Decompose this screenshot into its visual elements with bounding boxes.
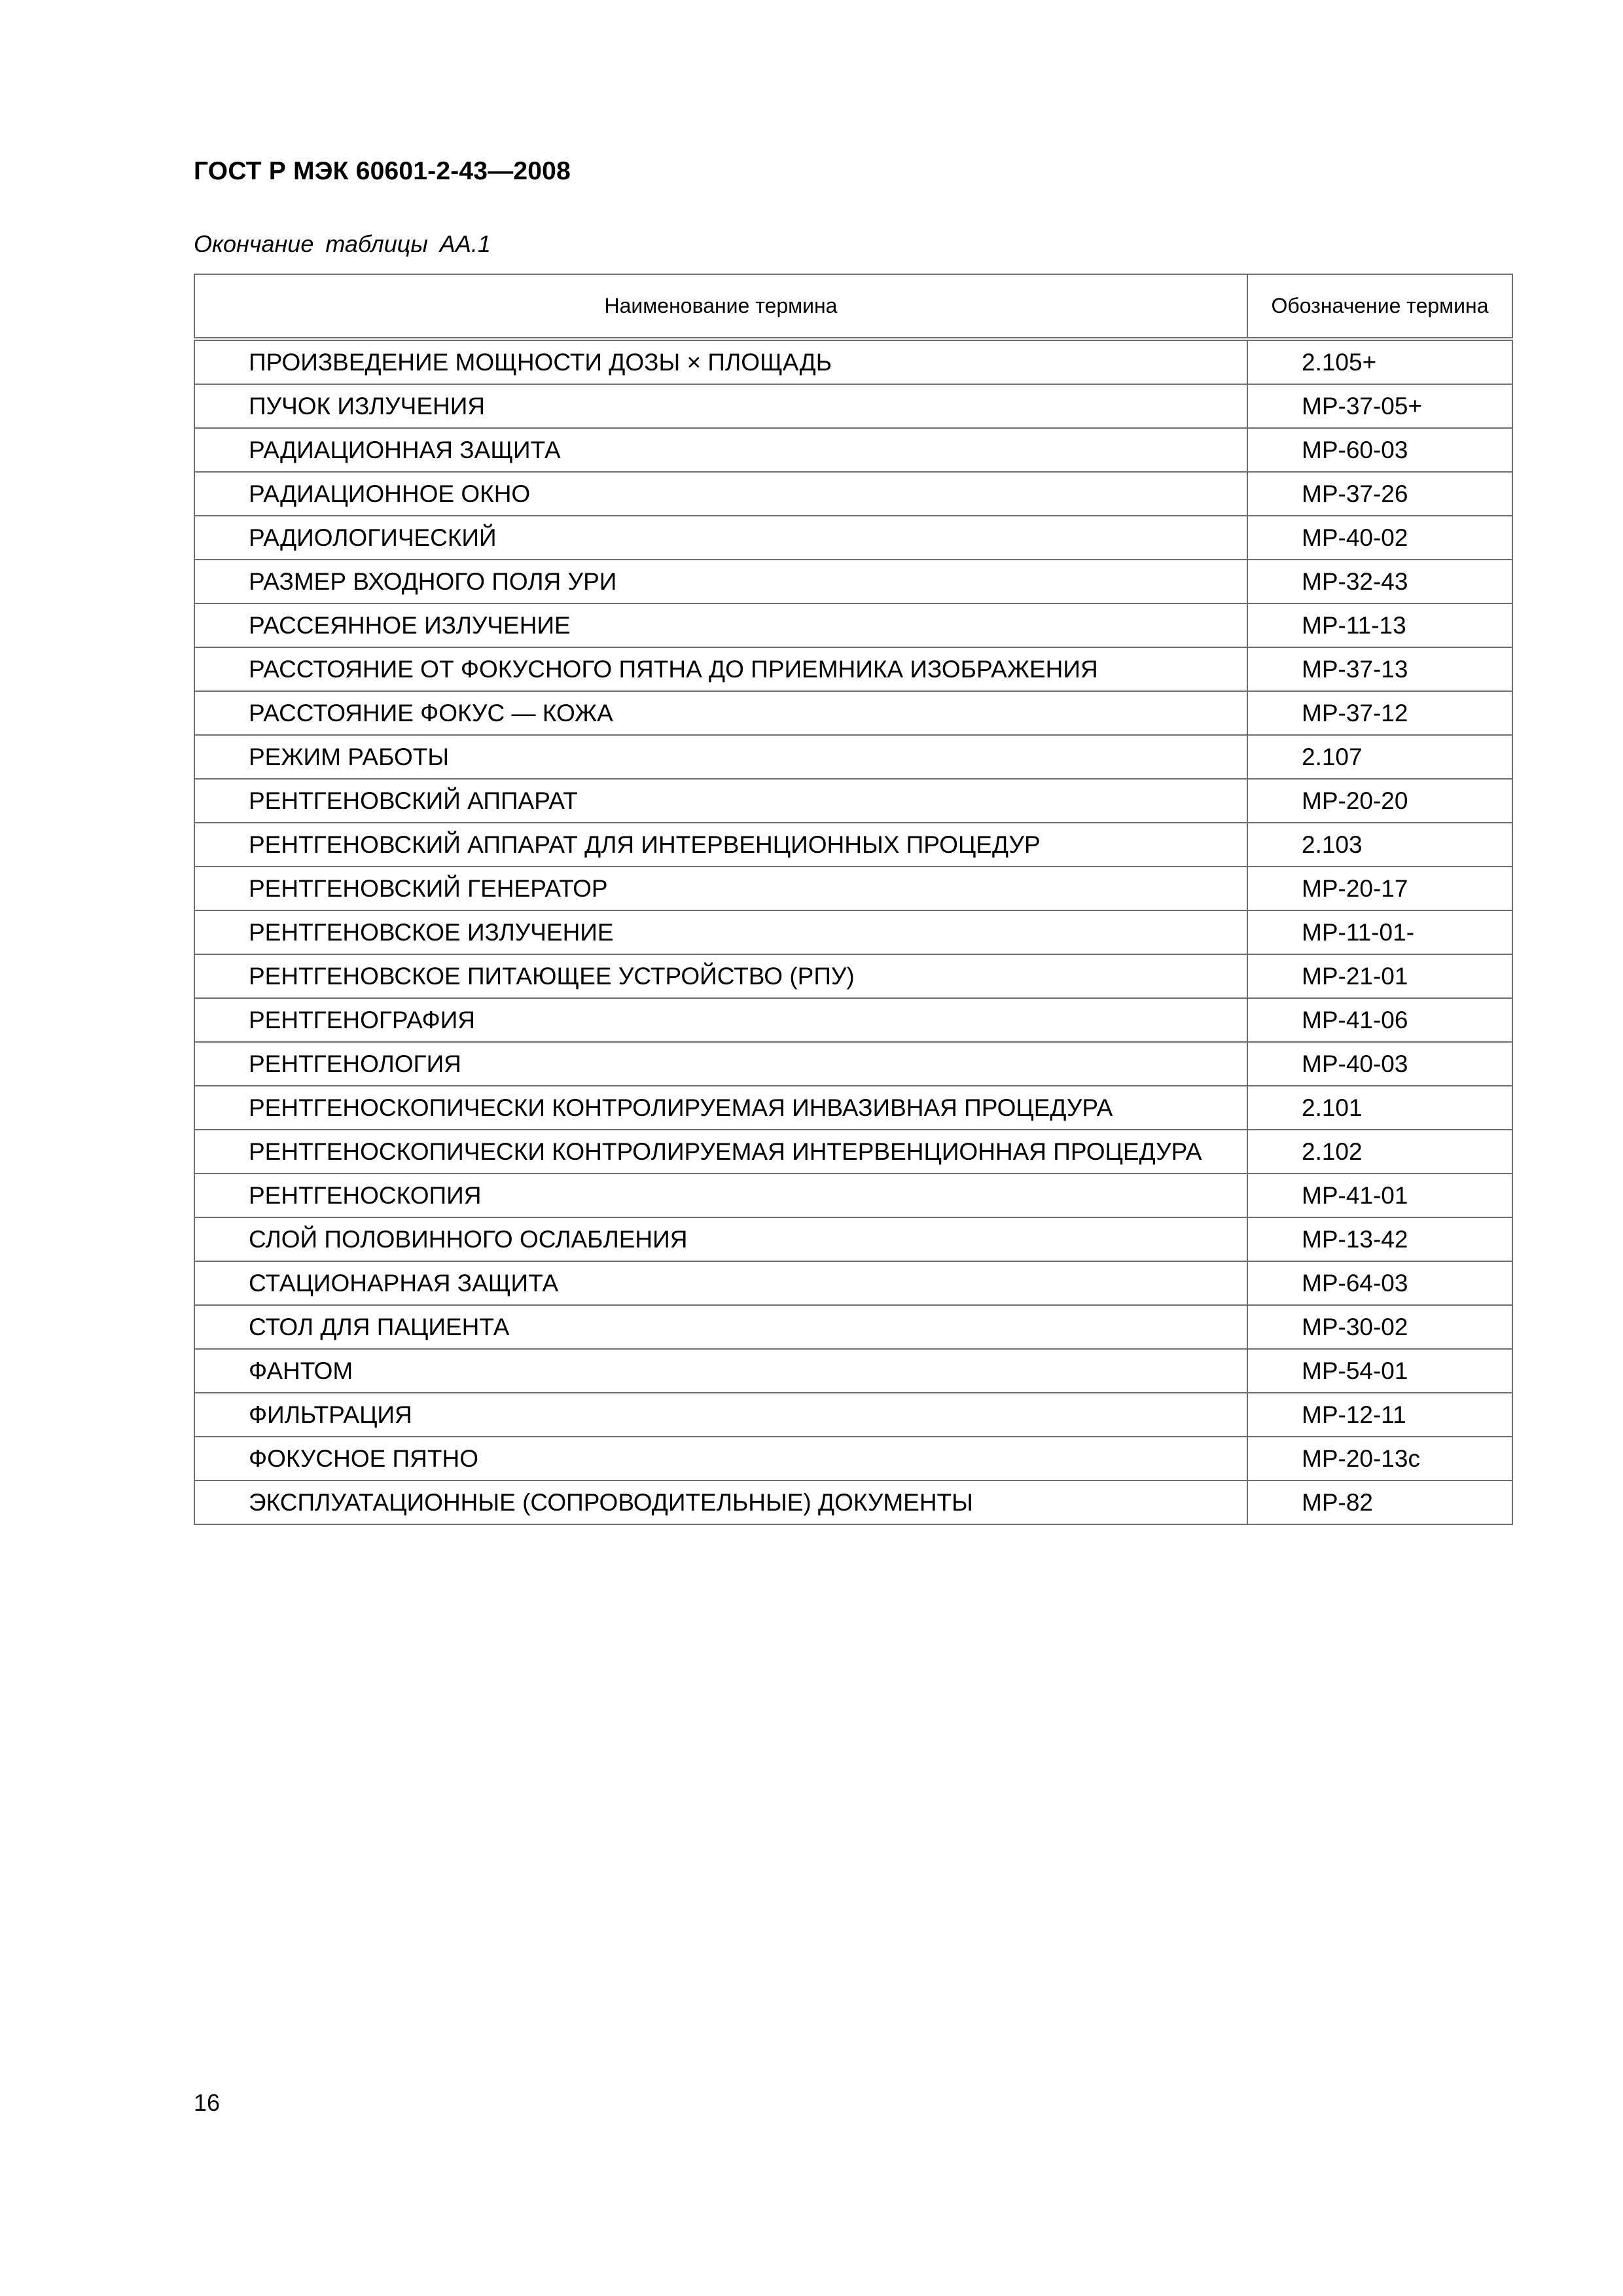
- table-row: [194, 1305, 1512, 1349]
- table-row: [194, 1217, 1512, 1261]
- term-name-cell: ЭКСПЛУАТАЦИОННЫЕ (СОПРОВОДИТЕЛЬНЫЕ) ДОКУМЕНТЫ: [194, 1480, 1247, 1524]
- term-code-cell: МР-60-03: [1247, 428, 1512, 472]
- table-row: [194, 823, 1512, 867]
- term-code-cell: 2.107: [1247, 735, 1512, 779]
- term-code-cell: МР-11-13: [1247, 603, 1512, 647]
- document-standard-id: ГОСТ Р МЭК 60601-2-43—2008: [194, 157, 571, 185]
- table-row: [194, 1130, 1512, 1174]
- table-row: [194, 428, 1512, 472]
- term-name-cell: ФАНТОМ: [194, 1349, 1247, 1393]
- page-number: 16: [194, 2089, 221, 2116]
- table-row: [194, 339, 1512, 384]
- term-code-cell: 2.102: [1247, 1130, 1512, 1174]
- term-code-cell: МР-82: [1247, 1480, 1512, 1524]
- term-name-cell: РАССЕЯННОЕ ИЗЛУЧЕНИЕ: [194, 603, 1247, 647]
- table-row: [194, 1393, 1512, 1437]
- term-name-cell: ФОКУСНОЕ ПЯТНО: [194, 1437, 1247, 1480]
- term-name-cell: РЕНТГЕНОВСКОЕ ПИТАЮЩЕЕ УСТРОЙСТВО (РПУ): [194, 954, 1247, 998]
- table-row: [194, 779, 1512, 823]
- terms-table-body: [194, 339, 1512, 1524]
- table-row: [194, 867, 1512, 910]
- term-code-cell: МР-40-03: [1247, 1042, 1512, 1086]
- table-row: [194, 1174, 1512, 1217]
- term-name-cell: РЕНТГЕНОВСКИЙ ГЕНЕРАТОР: [194, 867, 1247, 910]
- term-code-cell: МР-37-13: [1247, 647, 1512, 691]
- term-name-cell: РАССТОЯНИЕ ФОКУС — КОЖА: [194, 691, 1247, 735]
- term-name-cell: РАДИАЦИОННАЯ ЗАЩИТА: [194, 428, 1247, 472]
- term-name-cell: РЕНТГЕНОСКОПИЧЕСКИ КОНТРОЛИРУЕМАЯ ИНВАЗИВНАЯ ПРОЦЕДУРА: [194, 1086, 1247, 1130]
- table-header-row: [194, 274, 1512, 339]
- table-row: [194, 1480, 1512, 1524]
- term-name-cell: ФИЛЬТРАЦИЯ: [194, 1393, 1247, 1437]
- term-code-cell: 2.105+: [1247, 339, 1512, 384]
- terms-table: [194, 274, 1513, 1525]
- term-name-cell: РЕНТГЕНОВСКОЕ ИЗЛУЧЕНИЕ: [194, 910, 1247, 954]
- term-code-cell: МР-20-13с: [1247, 1437, 1512, 1480]
- table-row: [194, 560, 1512, 603]
- term-name-cell: РЕЖИМ РАБОТЫ: [194, 735, 1247, 779]
- term-name-cell: РЕНТГЕНОСКОПИЧЕСКИ КОНТРОЛИРУЕМАЯ ИНТЕРВЕНЦИОННАЯ ПРОЦЕДУРА: [194, 1130, 1247, 1174]
- term-code-cell: 2.101: [1247, 1086, 1512, 1130]
- table-row: [194, 472, 1512, 516]
- term-code-cell: МР-12-11: [1247, 1393, 1512, 1437]
- term-code-cell: МР-37-05+: [1247, 384, 1512, 428]
- term-code-cell: МР-21-01: [1247, 954, 1512, 998]
- term-code-cell: МР-37-26: [1247, 472, 1512, 516]
- term-name-cell: РЕНТГЕНОВСКИЙ АППАРАТ: [194, 779, 1247, 823]
- column-header-term-code: Обозначение термина: [1247, 274, 1512, 339]
- term-code-cell: МР-13-42: [1247, 1217, 1512, 1261]
- term-name-cell: РЕНТГЕНОСКОПИЯ: [194, 1174, 1247, 1217]
- table-row: [194, 516, 1512, 560]
- term-code-cell: МР-20-17: [1247, 867, 1512, 910]
- term-code-cell: 2.103: [1247, 823, 1512, 867]
- term-name-cell: РАЗМЕР ВХОДНОГО ПОЛЯ УРИ: [194, 560, 1247, 603]
- term-code-cell: МР-37-12: [1247, 691, 1512, 735]
- term-code-cell: МР-32-43: [1247, 560, 1512, 603]
- term-name-cell: РАДИОЛОГИЧЕСКИЙ: [194, 516, 1247, 560]
- term-name-cell: СЛОЙ ПОЛОВИННОГО ОСЛАБЛЕНИЯ: [194, 1217, 1247, 1261]
- term-name-cell: РАССТОЯНИЕ ОТ ФОКУСНОГО ПЯТНА ДО ПРИЕМНИКА ИЗОБРАЖЕНИЯ: [194, 647, 1247, 691]
- term-name-cell: ПУЧОК ИЗЛУЧЕНИЯ: [194, 384, 1247, 428]
- term-code-cell: МР-20-20: [1247, 779, 1512, 823]
- term-name-cell: СТАЦИОНАРНАЯ ЗАЩИТА: [194, 1261, 1247, 1305]
- term-name-cell: РЕНТГЕНОВСКИЙ АППАРАТ ДЛЯ ИНТЕРВЕНЦИОННЫХ ПРОЦЕДУР: [194, 823, 1247, 867]
- term-code-cell: МР-41-06: [1247, 998, 1512, 1042]
- column-header-term-name: Наименование термина: [194, 274, 1247, 339]
- term-code-cell: МР-54-01: [1247, 1349, 1512, 1393]
- table-row: [194, 691, 1512, 735]
- term-name-cell: СТОЛ ДЛЯ ПАЦИЕНТА: [194, 1305, 1247, 1349]
- table-caption: Окончание таблицы АА.1: [194, 230, 491, 257]
- term-code-cell: МР-11-01-: [1247, 910, 1512, 954]
- table-row: [194, 735, 1512, 779]
- table-row: [194, 998, 1512, 1042]
- table-row: [194, 910, 1512, 954]
- term-name-cell: ПРОИЗВЕДЕНИЕ МОЩНОСТИ ДОЗЫ × ПЛОЩАДЬ: [194, 339, 1247, 384]
- term-code-cell: МР-40-02: [1247, 516, 1512, 560]
- term-code-cell: МР-64-03: [1247, 1261, 1512, 1305]
- table-row: [194, 1261, 1512, 1305]
- term-code-cell: МР-30-02: [1247, 1305, 1512, 1349]
- table-row: [194, 1086, 1512, 1130]
- table-row: [194, 954, 1512, 998]
- term-name-cell: РЕНТГЕНОЛОГИЯ: [194, 1042, 1247, 1086]
- term-name-cell: РЕНТГЕНОГРАФИЯ: [194, 998, 1247, 1042]
- term-code-cell: МР-41-01: [1247, 1174, 1512, 1217]
- table-row: [194, 384, 1512, 428]
- table-row: [194, 1349, 1512, 1393]
- table-row: [194, 647, 1512, 691]
- table-row: [194, 603, 1512, 647]
- table-row: [194, 1437, 1512, 1480]
- table-row: [194, 1042, 1512, 1086]
- term-name-cell: РАДИАЦИОННОЕ ОКНО: [194, 472, 1247, 516]
